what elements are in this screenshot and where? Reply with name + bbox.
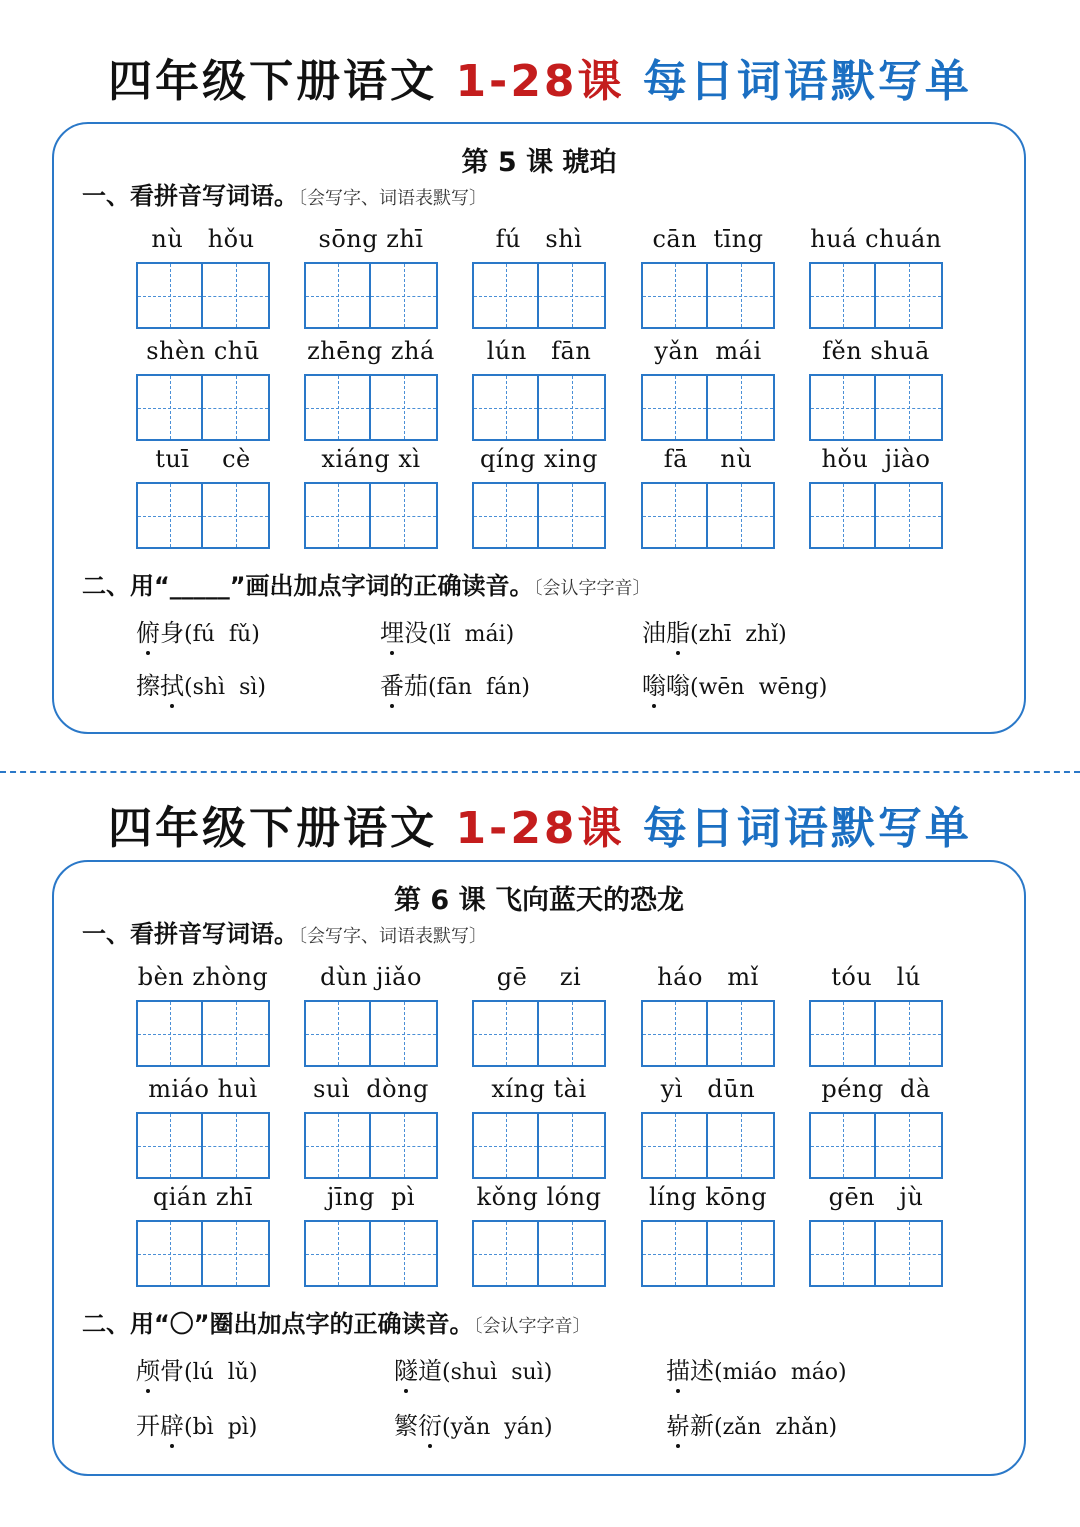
word-item [472, 336, 606, 444]
writing-boxes [809, 482, 943, 549]
section-2-heading: 二、用“_____”画出加点字词的正确读音。〔会认字字音〕 [82, 572, 651, 600]
pinyin-label: fěn shuā [822, 337, 930, 365]
word-item [641, 1182, 775, 1290]
dotted-char: 脂 [666, 616, 690, 650]
title-grade: 四年级下册语文 [108, 803, 438, 854]
pinyin-label: yǎn mái [654, 337, 762, 365]
writing-cell[interactable] [641, 374, 708, 441]
reading-item[interactable] [394, 1409, 553, 1445]
pinyin-options: (shì sì) [184, 675, 266, 700]
dotted-char: 描 [666, 1354, 690, 1388]
writing-cell[interactable] [539, 1112, 606, 1179]
dotted-char: 颅 [136, 1354, 160, 1388]
section-1-note: 〔会写字、词语表默写〕 [298, 926, 487, 947]
word-item [641, 1074, 775, 1182]
dotted-char: 衍 [418, 1409, 442, 1443]
writing-cell[interactable] [472, 1000, 539, 1067]
word-item [304, 1182, 438, 1290]
pinyin-label: tuī cè [155, 445, 251, 473]
section-2-note: 〔会认字字音〕 [473, 1316, 591, 1337]
writing-boxes [641, 1112, 775, 1179]
writing-cell[interactable] [708, 482, 775, 549]
reading-item[interactable] [136, 1354, 258, 1390]
dotted-char: 埋 [380, 616, 404, 650]
word-grid [136, 224, 946, 544]
pinyin-label: fā nù [663, 445, 753, 473]
word-char: 身 [160, 619, 184, 647]
word-char: 油 [642, 619, 666, 647]
dotted-char: 隧 [394, 1354, 418, 1388]
word-item [136, 224, 270, 332]
writing-boxes [136, 1112, 270, 1179]
writing-cell[interactable] [203, 262, 270, 329]
writing-boxes [472, 1000, 606, 1067]
writing-boxes [472, 374, 606, 441]
writing-cell[interactable] [641, 1112, 708, 1179]
word-item [304, 224, 438, 332]
dotted-char: 嗡 [642, 669, 666, 703]
writing-cell[interactable] [708, 1000, 775, 1067]
writing-boxes [641, 482, 775, 549]
writing-cell[interactable] [539, 482, 606, 549]
word-item [304, 336, 438, 444]
pinyin-options: (miáo máo) [714, 1360, 847, 1385]
word-char: 开 [136, 1412, 160, 1440]
writing-cell[interactable] [472, 374, 539, 441]
pinyin-label: gē zi [496, 963, 582, 991]
writing-boxes [809, 262, 943, 329]
reading-item[interactable] [380, 669, 530, 705]
writing-cell[interactable] [809, 1112, 876, 1179]
section-1-heading: 一、看拼音写词语。〔会写字、词语表默写〕 [82, 920, 487, 948]
pinyin-label: dùn jiǎo [320, 963, 422, 991]
pinyin-label: qíng xing [479, 445, 599, 473]
writing-cell[interactable] [304, 262, 371, 329]
title-range: 1-28课 [455, 56, 625, 107]
writing-boxes [809, 374, 943, 441]
writing-boxes [136, 374, 270, 441]
writing-cell[interactable] [708, 374, 775, 441]
word-item [472, 1182, 606, 1290]
word-item [136, 1074, 270, 1182]
reading-item[interactable] [642, 669, 827, 705]
writing-cell[interactable] [304, 374, 371, 441]
writing-boxes [304, 262, 438, 329]
writing-cell[interactable] [876, 374, 943, 441]
pinyin-label: yì dūn [660, 1075, 756, 1103]
writing-cell[interactable] [304, 1220, 371, 1287]
dotted-char: 拭 [160, 669, 184, 703]
writing-cell[interactable] [136, 374, 203, 441]
pinyin-label: kǒng lóng [476, 1183, 602, 1211]
word-item [809, 1182, 943, 1290]
pinyin-options: (bì pì) [184, 1415, 258, 1440]
writing-cell[interactable] [809, 1000, 876, 1067]
writing-cell[interactable] [304, 482, 371, 549]
word-item [809, 444, 943, 552]
pinyin-label: xíng tài [491, 1075, 587, 1103]
writing-boxes [641, 374, 775, 441]
writing-cell[interactable] [472, 482, 539, 549]
writing-cell[interactable] [876, 482, 943, 549]
word-item [136, 336, 270, 444]
writing-boxes [809, 1000, 943, 1067]
pinyin-label: suì dòng [313, 1075, 429, 1103]
writing-cell[interactable] [371, 1112, 438, 1179]
pinyin-options: (zhī zhǐ) [690, 622, 787, 647]
reading-item[interactable] [666, 1409, 837, 1445]
pinyin-label: huá chuán [810, 225, 942, 253]
word-item [809, 224, 943, 332]
writing-cell[interactable] [136, 482, 203, 549]
pinyin-label: jīng pì [326, 1183, 416, 1211]
writing-cell[interactable] [876, 1000, 943, 1067]
pinyin-label: lún fān [486, 337, 592, 365]
writing-cell[interactable] [203, 1112, 270, 1179]
reading-item[interactable] [136, 669, 266, 705]
word-item [472, 1074, 606, 1182]
pinyin-label: háo mǐ [657, 963, 759, 991]
writing-cell[interactable] [472, 1112, 539, 1179]
pinyin-options: (fú fǔ) [184, 622, 260, 647]
word-char: 述 [690, 1357, 714, 1385]
word-item [641, 224, 775, 332]
writing-cell[interactable] [472, 262, 539, 329]
writing-cell[interactable] [304, 1112, 371, 1179]
writing-cell[interactable] [472, 1220, 539, 1287]
writing-cell[interactable] [371, 262, 438, 329]
pinyin-options: (yǎn yán) [442, 1415, 553, 1440]
pinyin-label: nù hǒu [151, 225, 255, 253]
lesson-card [52, 122, 1026, 734]
word-item [641, 336, 775, 444]
writing-boxes [472, 482, 606, 549]
writing-cell[interactable] [371, 482, 438, 549]
writing-boxes [304, 1000, 438, 1067]
dotted-char: 番 [380, 669, 404, 703]
writing-cell[interactable] [203, 482, 270, 549]
cut-line [0, 771, 1080, 773]
writing-boxes [136, 1000, 270, 1067]
pinyin-options: (wēn wēng) [690, 675, 828, 700]
word-char: 没 [404, 619, 428, 647]
pinyin-label: fú shì [495, 225, 583, 253]
word-item [809, 1074, 943, 1182]
word-char: 繁 [394, 1412, 418, 1440]
title-sheet: 每日词语默写单 [642, 803, 972, 854]
section-1-note: 〔会写字、词语表默写〕 [298, 188, 487, 209]
pinyin-label: hǒu jiào [821, 445, 931, 473]
word-item [136, 962, 270, 1070]
section-2-note: 〔会认字字音〕 [533, 578, 651, 599]
writing-boxes [304, 1112, 438, 1179]
word-item [472, 224, 606, 332]
writing-cell[interactable] [708, 1220, 775, 1287]
writing-cell[interactable] [539, 1000, 606, 1067]
word-item [641, 444, 775, 552]
writing-cell[interactable] [641, 482, 708, 549]
lesson-title: 第 6 课 飞向蓝天的恐龙 [394, 885, 684, 916]
pinyin-label: cān tīng [652, 225, 764, 253]
pinyin-label: xiáng xì [321, 445, 421, 473]
pinyin-label: gēn jù [828, 1183, 924, 1211]
reading-item[interactable] [136, 616, 260, 652]
reading-item[interactable] [136, 1409, 257, 1445]
lesson-title: 第 5 课 琥珀 [461, 147, 617, 178]
writing-cell[interactable] [708, 262, 775, 329]
writing-cell[interactable] [136, 1000, 203, 1067]
title-sheet: 每日词语默写单 [642, 56, 972, 107]
writing-cell[interactable] [539, 374, 606, 441]
writing-cell[interactable] [809, 1220, 876, 1287]
writing-cell[interactable] [876, 262, 943, 329]
dotted-char: 俯 [136, 616, 160, 650]
word-item [472, 962, 606, 1070]
writing-boxes [809, 1220, 943, 1287]
writing-cell[interactable] [809, 374, 876, 441]
title-range: 1-28课 [455, 803, 625, 854]
pinyin-label: bèn zhòng [137, 963, 269, 991]
lesson-card [52, 860, 1026, 1476]
writing-boxes [304, 374, 438, 441]
pinyin-label: péng dà [821, 1075, 931, 1103]
word-item [641, 962, 775, 1070]
writing-cell[interactable] [539, 1220, 606, 1287]
word-char: 茄 [404, 672, 428, 700]
pinyin-options: (zǎn zhǎn) [714, 1415, 838, 1440]
page-title [0, 56, 1080, 107]
section-2-heading: 二、用“〇”圈出加点字的正确读音。〔会认字字音〕 [82, 1310, 591, 1338]
word-char: 骨 [160, 1357, 184, 1385]
pinyin-label: miáo huì [148, 1075, 258, 1103]
pinyin-options: (fān fán) [428, 675, 531, 700]
word-grid [136, 962, 946, 1282]
writing-cell[interactable] [136, 1112, 203, 1179]
writing-boxes [136, 262, 270, 329]
word-item [136, 1182, 270, 1290]
writing-boxes [472, 262, 606, 329]
writing-cell[interactable] [136, 1220, 203, 1287]
writing-cell[interactable] [203, 1000, 270, 1067]
word-item [472, 444, 606, 552]
writing-cell[interactable] [809, 262, 876, 329]
writing-cell[interactable] [304, 1000, 371, 1067]
pinyin-label: líng kōng [648, 1183, 768, 1211]
writing-cell[interactable] [641, 1000, 708, 1067]
pinyin-label: sōng zhī [318, 225, 424, 253]
pinyin-options: (lú lǔ) [184, 1360, 258, 1385]
dotted-char: 辟 [160, 1409, 184, 1443]
writing-cell[interactable] [371, 374, 438, 441]
pinyin-options: (shuì suì) [442, 1360, 553, 1385]
writing-boxes [641, 262, 775, 329]
word-item [809, 962, 943, 1070]
writing-cell[interactable] [203, 1220, 270, 1287]
writing-boxes [641, 1220, 775, 1287]
word-char: 道 [418, 1357, 442, 1385]
writing-boxes [136, 482, 270, 549]
dotted-char: 崭 [666, 1409, 690, 1443]
writing-cell[interactable] [371, 1220, 438, 1287]
reading-item[interactable] [666, 1354, 847, 1390]
writing-cell[interactable] [876, 1112, 943, 1179]
writing-boxes [304, 482, 438, 549]
reading-item[interactable] [394, 1354, 552, 1390]
word-char: 擦 [136, 672, 160, 700]
pinyin-label: shèn chū [146, 337, 260, 365]
word-item [136, 444, 270, 552]
pinyin-label: zhēng zhá [307, 337, 435, 365]
section-1-heading: 一、看拼音写词语。〔会写字、词语表默写〕 [82, 182, 487, 210]
writing-boxes [641, 1000, 775, 1067]
writing-boxes [304, 1220, 438, 1287]
writing-cell[interactable] [641, 262, 708, 329]
word-item [304, 1074, 438, 1182]
word-item [304, 444, 438, 552]
writing-cell[interactable] [371, 1000, 438, 1067]
writing-cell[interactable] [641, 1220, 708, 1287]
reading-item[interactable] [380, 616, 514, 652]
title-grade: 四年级下册语文 [108, 56, 438, 107]
writing-cell[interactable] [876, 1220, 943, 1287]
word-item [809, 336, 943, 444]
writing-boxes [809, 1112, 943, 1179]
writing-cell[interactable] [203, 374, 270, 441]
writing-boxes [472, 1220, 606, 1287]
writing-cell[interactable] [708, 1112, 775, 1179]
writing-cell[interactable] [136, 262, 203, 329]
writing-boxes [136, 1220, 270, 1287]
pinyin-label: qián zhī [152, 1183, 254, 1211]
writing-cell[interactable] [809, 482, 876, 549]
word-char: 新 [690, 1412, 714, 1440]
pinyin-options: (lǐ mái) [428, 622, 515, 647]
word-char: 嗡 [666, 672, 690, 700]
word-item [304, 962, 438, 1070]
writing-cell[interactable] [539, 262, 606, 329]
writing-boxes [472, 1112, 606, 1179]
reading-item[interactable] [642, 616, 787, 652]
pinyin-label: tóu lú [831, 963, 921, 991]
page-title [0, 803, 1080, 854]
